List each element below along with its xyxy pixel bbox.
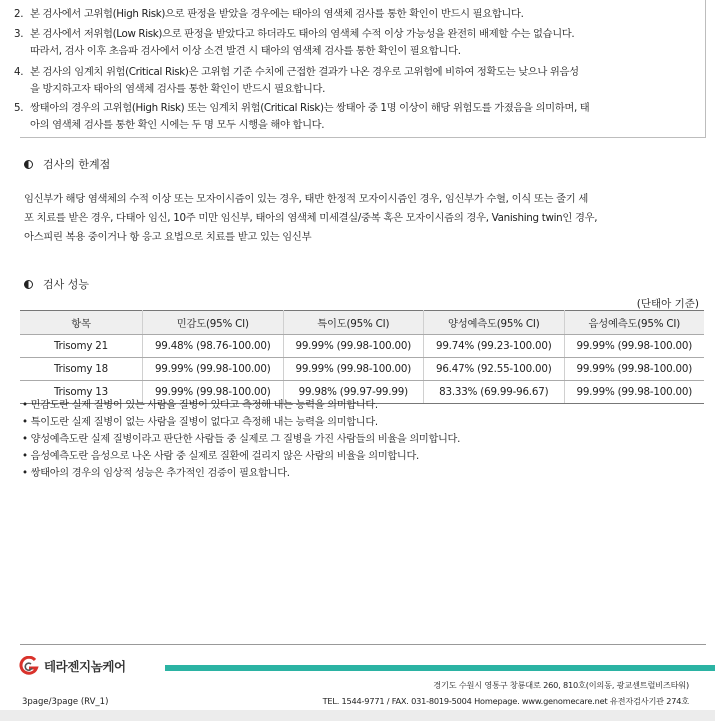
note-line: 따라서, 검사 이후 초음파 검사에서 이상 소견 발견 시 태아의 염색체 검사를 통한 확인이 필요합니다. <box>30 45 461 57</box>
note-line: 본 검사에서 고위험(High Risk)으로 판정을 받았을 경우에는 태아의 염색체 검사를 통한 확인이 반드시 필요합니다. <box>30 8 524 20</box>
table-row <box>20 335 704 358</box>
company-contact: TEL. 1544-9771 / FAX. 031-8019-5004 Homepage. www.genomecare.net 유전자검사기관 274호 <box>322 696 689 706</box>
cell-sensitivity: 99.99% (99.98-100.00) <box>143 358 284 381</box>
note-line: 쌍태아의 경우의 고위험(High Risk) 또는 임계치 위험(Critical Risk)는 쌍태아 중 1명 이상이 해당 위험도를 가졌음을 의미하며, 태 <box>30 102 590 114</box>
cell-npv: 99.99% (99.98-100.00) <box>564 381 704 404</box>
header-item: 항목 <box>20 311 143 335</box>
definition-item: • 음성예측도란 음성으로 나온 사람 중 실제로 질환에 걸리지 않은 사람의 비율을 의미합니다. <box>22 451 419 462</box>
note-line: 아의 염색체 검사를 통한 확인 시에는 두 명 모두 시행을 해야 합니다. <box>30 119 325 131</box>
cell-ppv: 83.33% (69.99-96.67) <box>424 381 565 404</box>
limits-line: 아스피린 복용 중이거나 항 응고 요법으로 치료를 받고 있는 임신부 <box>24 231 312 243</box>
definition-item: • 쌍태아의 경우의 임상적 성능은 추가적인 검증이 필요합니다. <box>22 468 290 479</box>
note-number: 3. <box>14 28 24 40</box>
cell-sensitivity: 99.48% (98.76-100.00) <box>143 335 284 358</box>
limits-line: 임신부가 해당 염색체의 수적 이상 또는 모자이시즘이 있는 경우, 태반 한정적 모자이시즘인 경우, 임신부가 수혈, 이식 또는 줄기 세 <box>24 193 589 205</box>
cell-item: Trisomy 13 <box>20 381 143 404</box>
table-row <box>20 358 704 381</box>
half-circle-icon <box>24 280 33 289</box>
performance-heading <box>24 276 89 292</box>
cell-specificity: 99.98% (99.97-99.99) <box>283 381 424 404</box>
performance-table <box>20 310 704 404</box>
header-sensitivity: 민감도(95% CI) <box>143 311 284 335</box>
note-3 <box>14 26 695 60</box>
limits-title: 검사의 한계점 <box>43 158 111 171</box>
cell-ppv: 96.47% (92.55-100.00) <box>424 358 565 381</box>
note-number: 4. <box>14 66 24 78</box>
note-5 <box>14 100 695 134</box>
half-circle-icon <box>24 160 33 169</box>
company-logo-icon <box>18 656 40 676</box>
company-address: 경기도 수원시 영통구 창룡대로 260, 810호(이의동, 광교센트럴비즈타워) <box>433 680 689 690</box>
bottom-band <box>0 710 715 721</box>
cell-item: Trisomy 18 <box>20 358 143 381</box>
definitions <box>22 397 702 482</box>
page-number: 3page/3page (RV_1) <box>22 697 109 707</box>
cell-npv: 99.99% (99.98-100.00) <box>564 358 704 381</box>
performance-title: 검사 성능 <box>43 278 90 291</box>
definition-item: • 민감도란 실제 질병이 있는 사람을 질병이 있다고 측정해 내는 능력을 의미합니다. <box>22 400 378 411</box>
note-line: 을 방지하고자 태아의 염색체 검사를 통한 확인이 반드시 필요합니다. <box>30 83 326 95</box>
limits-text <box>24 190 704 247</box>
footer-divider <box>20 644 706 645</box>
note-number: 5. <box>14 102 24 114</box>
header-npv: 음성예측도(95% CI) <box>564 311 704 335</box>
cell-specificity: 99.99% (99.98-100.00) <box>283 335 424 358</box>
cell-sensitivity: 99.99% (99.98-100.00) <box>143 381 284 404</box>
cell-item: Trisomy 21 <box>20 335 143 358</box>
limits-heading <box>24 156 110 172</box>
definition-item: • 양성예측도란 실제 질병이라고 판단한 사람들 중 실제로 그 질병을 가진 사람들의 비율을 의미합니다. <box>22 434 461 445</box>
footer-accent-bar <box>165 665 715 671</box>
cell-npv: 99.99% (99.98-100.00) <box>564 335 704 358</box>
definition-item: • 특이도란 실제 질병이 없는 사람을 질병이 없다고 측정해 내는 능력을 의미합니다. <box>22 417 378 428</box>
table-header-row <box>20 311 704 335</box>
note-line: 본 검사에서 저위험(Low Risk)으로 판정을 받았다고 하더라도 태아의 염색체 수적 이상 가능성을 완전히 배제할 수는 없습니다. <box>30 28 575 40</box>
note-4 <box>14 64 695 98</box>
limits-line: 포 치료를 받은 경우, 다태아 임신, 10주 미만 임신부, 태아의 염색체 미세결실/중복 혹은 모자이시즘의 경우, Vanishing twin인 경우, <box>24 212 598 224</box>
unit-note: (단태아 기준) <box>636 298 699 310</box>
header-specificity: 특이도(95% CI) <box>283 311 424 335</box>
header-ppv: 양성예측도(95% CI) <box>424 311 565 335</box>
note-number: 2. <box>14 8 24 20</box>
cell-ppv: 99.74% (99.23-100.00) <box>424 335 565 358</box>
note-2 <box>14 6 695 23</box>
company-logo <box>18 656 126 676</box>
cell-specificity: 99.99% (99.98-100.00) <box>283 358 424 381</box>
company-name: 테라젠지놈케어 <box>44 659 126 674</box>
note-line: 본 검사의 임계치 위험(Critical Risk)은 고위험 기준 수치에 근접한 결과가 나온 경우로 고위험에 비하여 정확도는 낮으나 위음성 <box>30 66 579 78</box>
